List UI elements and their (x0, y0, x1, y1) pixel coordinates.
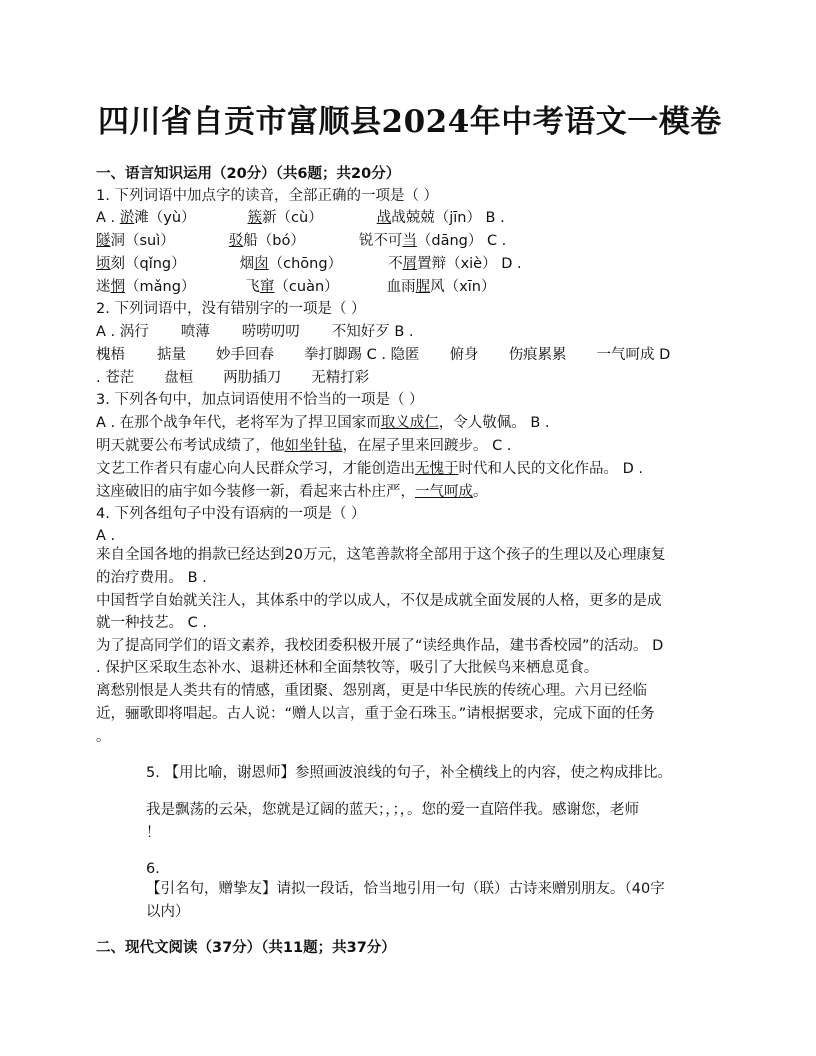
q5-line-2: ！ (146, 825, 161, 841)
text: 隧 (96, 233, 111, 249)
text: 喷薄 (180, 324, 210, 340)
text: 战 (376, 210, 392, 226)
text: （jīn） B . (434, 210, 505, 226)
intro-line-2: 近，骊歌即将唱起。古人说：“赠人以言，重于金石珠玉。”请根据要求，完成下面的任务 (96, 706, 655, 722)
text: ，在屋子里来回踱步。 C . (342, 438, 512, 454)
text: 迷 (96, 279, 111, 295)
q4-line-1: 来自全国各地的捐款已经达到20万元，这笔善款将全部用于这个孩子的生理以及心理康复 (96, 547, 666, 563)
text: 驳 (228, 233, 244, 249)
text: 血雨 (386, 279, 416, 295)
q2-option-line-3 (96, 367, 369, 389)
intro-line-1: 离愁别恨是人类共有的情感，重团聚、怨别离，更是中华民族的传统心理。六月已经临 (96, 683, 647, 699)
text: 烟 (239, 256, 255, 272)
text: 拳打脚踢 C . 隐匿 (304, 347, 420, 363)
q3-option-d (96, 481, 488, 503)
q5-stem: 5. 【用比喻，谢恩师】参照画波浪线的句子，补全横线上的内容，使之构成排比。 (146, 765, 672, 781)
q2-option-line-2 (96, 344, 670, 366)
q1-option-line-2 (96, 230, 506, 252)
text: 妙手回春 (216, 347, 274, 363)
q6-line-1: 【引名句，赠挚友】请拟一段话，恰当地引用一句（联）古诗来赠别朋友。（40字 (146, 881, 665, 897)
q1-option-line-3 (96, 253, 522, 275)
text: 时代和人民的文化作品。 D . (458, 461, 643, 477)
text: 惘 (110, 279, 125, 295)
text: 盘桓 (164, 370, 194, 386)
q4-line-3: 中国哲学自始就关注人，其体系中的学以成人，不仅是成就全面发展的人格，更多的是成 (96, 593, 662, 609)
text: 屑 (402, 256, 418, 272)
text: 一气呵成 D (596, 347, 671, 363)
text: 窜 (259, 279, 275, 295)
text: 如坐针毡 (284, 438, 343, 454)
text: 囱 (254, 256, 269, 272)
text: 掂量 (157, 347, 186, 363)
q5-line-1: 我是飘荡的云朵，您就是辽阔的蓝天；，；，。您的爱一直陪伴我。感谢您，老师 (146, 802, 639, 818)
q6-line-2: 以内） (146, 904, 190, 920)
q1-option-line-4 (96, 276, 495, 298)
text: 取义成仁 (380, 415, 439, 431)
text: 无精打彩 (311, 370, 370, 386)
q4-line-6: . 保护区采取生态补水、退耕还林和全面禁牧等，吸引了大批候鸟来栖息觅食。 (96, 660, 599, 676)
q6-number: 6. (146, 861, 160, 877)
text: 腥 (415, 279, 431, 295)
q4-line-4: 就一种技艺。 C . (96, 615, 207, 631)
text: 文艺工作者只有虚心向人民群众学习，才能创造出 (96, 461, 415, 477)
q4-line-2: 的治疗费用。 B . (96, 570, 207, 586)
text: 一气呵成 (415, 484, 473, 500)
text: 不 (388, 256, 403, 272)
q3-option-c (96, 458, 643, 480)
text: 船（bó） (243, 233, 305, 249)
text: （cuàn） (274, 279, 339, 295)
text: 这座破旧的庙宇如今装修一新，看起来古朴庄严， (96, 484, 415, 500)
text: 战兢兢 (391, 210, 435, 226)
text: 飞 (245, 279, 260, 295)
text: （chōng） (268, 256, 343, 272)
text: 刻（qǐng） (110, 256, 186, 272)
q1-stem: 1. 下列词语中加点字的读音，全部正确的一项是（ ） (96, 188, 439, 204)
text: 俯身 (449, 347, 479, 363)
q2-stem: 2. 下列词语中，没有错别字的一项是（ ） (96, 301, 366, 317)
q4-stem: 4. 下列各组句子中没有语病的一项是（ ） (96, 506, 366, 522)
text: 洞（suì） (110, 233, 175, 249)
text: A . 在那个战争年代，老将军为了捍卫国家而 (96, 415, 381, 431)
text: 两肋插刀 (223, 370, 282, 386)
intro-line-3: 。 (96, 729, 111, 745)
text: （mǎng） (125, 279, 196, 295)
text: （dāng） C . (416, 233, 507, 249)
section-1-heading: 一、语言知识运用（20分）（共6题；共20分） (96, 166, 401, 182)
section-2-heading: 二、现代文阅读（37分）（共11题；共37分） (96, 940, 396, 956)
text: 簇 (247, 210, 263, 226)
q3-option-b (96, 435, 511, 457)
q1-option-line-1 (96, 207, 505, 229)
text: 不知好歹 B . (331, 324, 414, 340)
text: 置辩（xiè） D . (417, 256, 522, 272)
text: A . (96, 210, 120, 226)
q4-line-5: 为了提高同学们的语文素养，我校团委积极开展了“读经典作品，建书香校园”的活动。 D (96, 638, 664, 654)
q4-option-a-label: A . (96, 528, 116, 544)
page-title: 四川省自贡市富顺县2024年中考语文一模卷 (98, 104, 722, 140)
text: 当 (402, 233, 417, 249)
text: 新（cù） (262, 210, 323, 226)
text: 槐梧 (96, 347, 125, 363)
text: A . 涡行 (96, 324, 149, 340)
text: 无愧于 (415, 461, 459, 477)
text: 锐不可 (358, 233, 403, 249)
q3-stem: 3. 下列各句中，加点词语使用不恰当的一项是（ ） (96, 392, 424, 408)
q2-option-line-1 (96, 321, 414, 343)
text: 顷 (96, 256, 111, 272)
text: ，令人敬佩。 B . (438, 415, 550, 431)
text: 。 (473, 484, 488, 500)
text: . 苍茫 (96, 370, 135, 386)
text: 风（xīn） (430, 279, 496, 295)
text: 唠唠叨叨 (241, 324, 300, 340)
text: 明天就要公布考试成绩了，他 (96, 438, 285, 454)
text: 淤 (119, 210, 135, 226)
text: 伤痕累累 (508, 347, 567, 363)
text: 滩（yù） (134, 210, 196, 226)
q3-option-a (96, 412, 550, 434)
